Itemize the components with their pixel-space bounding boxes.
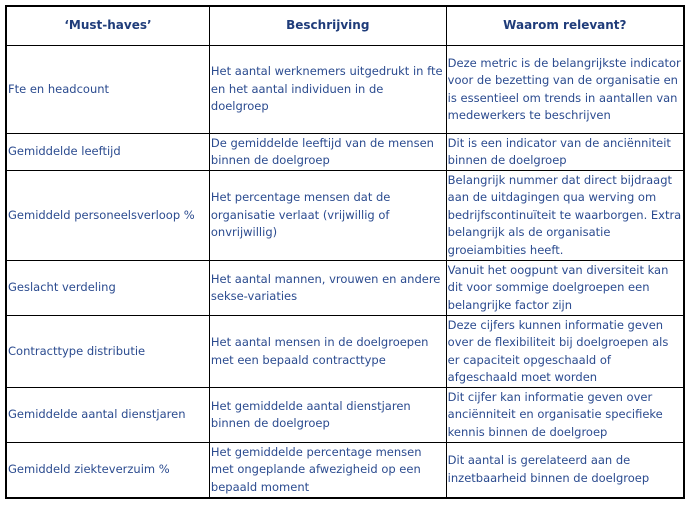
relevance-text: Belangrijk nummer dat direct bijdraagt aan de uitdagingen qua werving om bedrijfscontinuïteit te waarborgen. Extra belangrijk als de organisatie groeiambities heeft. [447, 172, 682, 257]
metric-text: Contracttype distributie [8, 343, 146, 358]
description-text: De gemiddelde leeftijd van de mensen binnen de doelgroep [210, 135, 434, 167]
table-header-row [6, 6, 684, 46]
relevance-cell[interactable] [446, 46, 684, 134]
relevance-text: Vanuit het oogpunt van diversiteit kan dit voor sommige doelgroepen een belangrijke factor zijn [447, 262, 669, 312]
metric-text: Gemiddelde aantal dienstjaren [8, 407, 186, 422]
metric-cell[interactable] [6, 388, 209, 443]
description-text: Het gemiddelde percentage mensen met ongeplande afwezigheid op een bepaald moment [210, 444, 422, 494]
relevance-cell[interactable] [446, 443, 684, 498]
relevance-text: Deze cijfers kunnen informatie geven over de flexibiliteit bij doelgroepen als er capaciteit opgeschaald of afgeschaald moet worden [447, 317, 669, 384]
header-waarom-relevant: Waarom relevant? [446, 6, 684, 46]
relevance-text: Dit aantal is gerelateerd aan de inzetbaarheid binnen de doelgroep [447, 453, 650, 485]
description-cell[interactable] [209, 46, 446, 134]
metric-text: Fte en headcount [8, 81, 110, 96]
relevance-cell[interactable] [446, 316, 684, 388]
table-row [6, 316, 684, 388]
description-cell[interactable] [209, 134, 446, 171]
table-row [6, 46, 684, 134]
description-cell[interactable] [209, 388, 446, 443]
must-haves-table [5, 5, 685, 499]
metric-text: Geslacht verdeling [8, 280, 116, 295]
table-row [6, 388, 684, 443]
description-cell[interactable] [209, 171, 446, 261]
relevance-text: Dit cijfer kan informatie geven over anciënniteit en organisatie specifieke kennis binnen de doelgroep [447, 389, 663, 439]
metric-cell[interactable] [6, 443, 209, 498]
description-text: Het aantal mensen in de doelgroepen met een bepaald contracttype [210, 335, 429, 367]
metric-text: Gemiddelde leeftijd [8, 144, 121, 159]
table-row [6, 134, 684, 171]
relevance-cell[interactable] [446, 261, 684, 316]
metric-cell[interactable] [6, 134, 209, 171]
header-must-haves: ‘Must-haves’ [6, 6, 209, 46]
table-row [6, 261, 684, 316]
description-cell[interactable] [209, 443, 446, 498]
relevance-cell[interactable] [446, 171, 684, 261]
metric-text: Gemiddeld personeelsverloop % [8, 207, 195, 222]
description-text: Het aantal mannen, vrouwen en andere sekse-variaties [210, 271, 441, 303]
description-text: Het aantal werknemers uitgedrukt in fte en het aantal individuen in de doelgroep [210, 64, 443, 114]
metric-cell[interactable] [6, 316, 209, 388]
description-cell[interactable] [209, 316, 446, 388]
description-text: Het percentage mensen dat de organisatie verlaat (vrijwillig of onvrijwillig) [210, 190, 391, 240]
relevance-text: Dit is een indicator van de anciënniteit binnen de doelgroep [447, 135, 671, 167]
metric-text: Gemiddeld ziekteverzuim % [8, 462, 170, 476]
table-row [6, 171, 684, 261]
relevance-cell[interactable] [446, 134, 684, 171]
relevance-text: Deze metric is de belangrijkste indicator voor de bezetting van de organisatie en is essentieel om trends in aantallen van medewerkers te beschrijven [447, 55, 681, 122]
header-beschrijving: Beschrijving [209, 6, 446, 46]
description-text: Het gemiddelde aantal dienstjaren binnen de doelgroep [210, 398, 411, 430]
table-row [6, 443, 684, 498]
relevance-cell[interactable] [446, 388, 684, 443]
metric-cell[interactable] [6, 46, 209, 134]
metric-cell[interactable] [6, 261, 209, 316]
description-cell[interactable] [209, 261, 446, 316]
metric-cell[interactable] [6, 171, 209, 261]
